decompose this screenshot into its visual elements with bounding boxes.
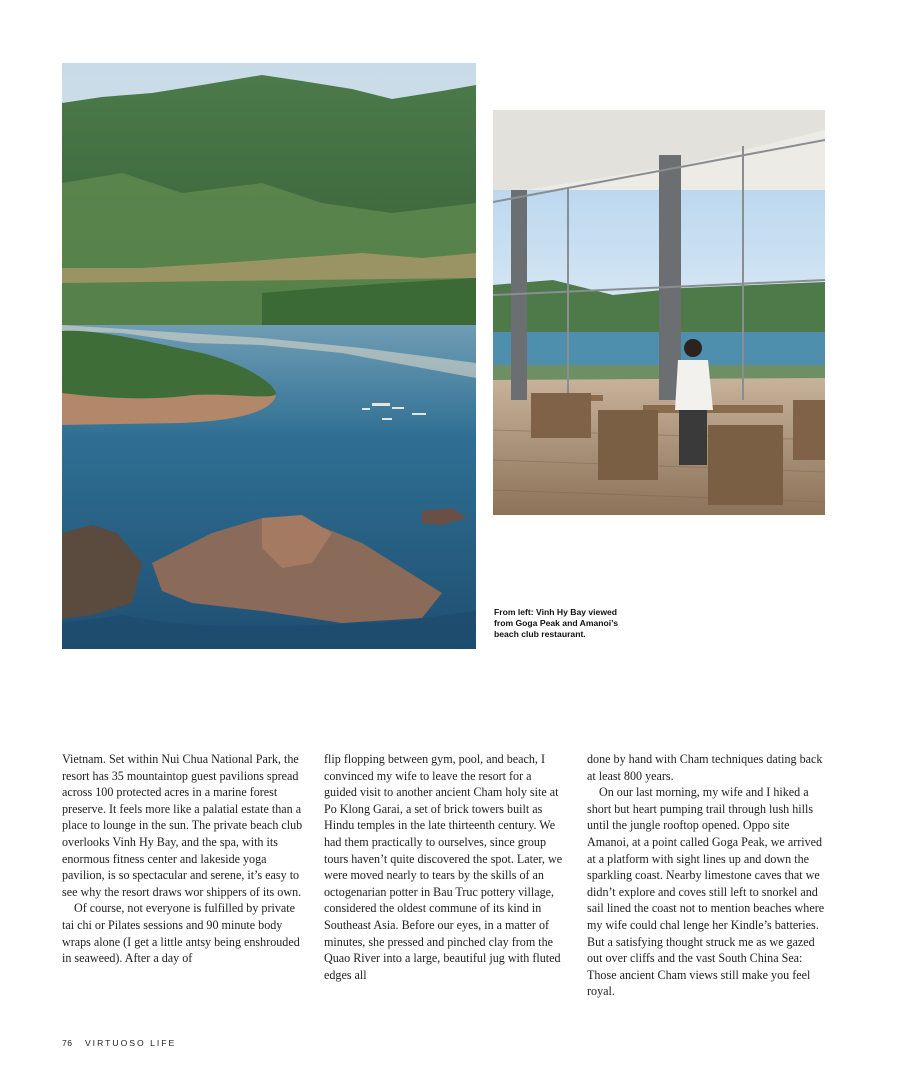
restaurant-interior-illustration bbox=[493, 110, 825, 515]
photo-vinh-hy-bay bbox=[62, 63, 476, 649]
photo-caption: From left: Vinh Hy Bay viewed from Goga Peak and Amanoi’s beach club restaurant. bbox=[494, 607, 619, 639]
article-column-1 bbox=[62, 751, 304, 967]
photo-beach-club-restaurant bbox=[493, 110, 825, 515]
article-column-2 bbox=[324, 751, 566, 983]
page-number: 76 bbox=[62, 1038, 73, 1048]
paragraph: done by hand with Cham techniques dating back at least 800 years. bbox=[587, 752, 823, 783]
publication-name: VIRTUOSO LIFE bbox=[84, 1038, 177, 1048]
page-folio bbox=[62, 1038, 176, 1048]
paragraph: On our last morning, my wife and I hiked a short but heart pumping trail through lush hills until the jungle rooftop opened. Oppo site Amanoi, at a point called Goga Peak, we arrived at a platform with sight lines up and down the sparkling coast. Nearby limestone caves that we didn’t explore and coves still left to snorkel and sail lined the coast not to mention beaches where my wife could chal lenge her Kindle’s batteries. But a satisfying thought struck me as we gazed out over cliffs and the vast South China Sea: Those ancient Cham views still make you feel royal. bbox=[587, 785, 825, 999]
paragraph: Of course, not everyone is fulfilled by private tai chi or Pilates sessions and 90 minute body wraps alone (I get a little antsy being enshrouded in seaweed). After a day of bbox=[62, 901, 300, 966]
bay-landscape-illustration bbox=[62, 63, 476, 649]
article-column-3 bbox=[587, 751, 829, 1000]
paragraph: Vietnam. Set within Nui Chua National Park, the resort has 35 mountaintop guest pavilions spread across 100 protected acres in a marine forest preserve. It feels more like a palatial estate than a place to lounge in the sun. The private beach club overlooks Vinh Hy Bay, and the spa, with its enormous fitness center and lakeside yoga pavilion, is so spectacular and serene, it’s easy to see why the resort draws wor shippers of its own. bbox=[62, 752, 303, 899]
paragraph: flip flopping between gym, pool, and beach, I convinced my wife to leave the resort for a guided visit to another ancient Cham holy site at Po Klong Garai, a set of brick towers built as Hindu temples in the late thirteenth century. We had them practically to ourselves, since group tours haven’t quite discovered the spot. Later, we were moved nearly to tears by the skills of an octogenarian potter in Bau Truc pottery village, considered the oldest commune of its kind in Southeast Asia. Before our eyes, in a matter of minutes, she pressed and pinched clay from the Quao River into a large, beautiful jug with fluted edges all bbox=[324, 752, 563, 982]
